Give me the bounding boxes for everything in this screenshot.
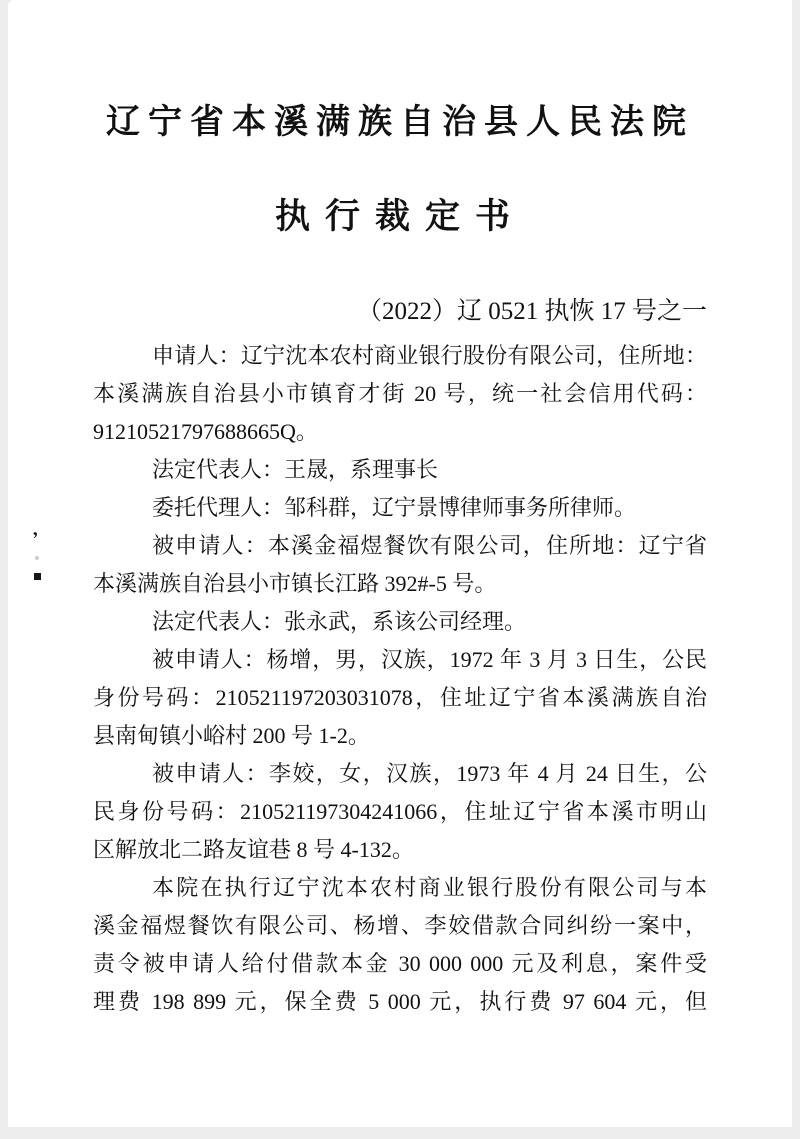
scan-artifact-comma-mark: ,	[29, 518, 39, 541]
document-line: 被申请人：李姣，女，汉族，1973 年 4 月 24 日生，公	[152, 761, 707, 786]
document-page	[8, 0, 792, 1127]
document-line: 责令被申请人给付借款本金 30 000 000 元及利息，案件受	[93, 951, 707, 976]
document-line: 本院在执行辽宁沈本农村商业银行股份有限公司与本	[152, 875, 707, 900]
paragraph-legal-representative-2	[93, 603, 707, 641]
document-line: 本溪满族自治县小市镇长江路 392#-5 号。	[93, 571, 497, 596]
document-body	[93, 337, 707, 1021]
document-line: 溪金福煜餐饮有限公司、杨增、李姣借款合同纠纷一案中，	[93, 913, 707, 938]
document-line: 委托代理人：邹科群，辽宁景博律师事务所律师。	[152, 495, 637, 520]
document-line: 法定代表人：王晟，系理事长	[152, 457, 439, 482]
document-line: 本溪满族自治县小市镇育才街 20 号，统一社会信用代码：	[93, 381, 707, 406]
paragraph-respondent-yangzeng	[93, 641, 707, 755]
document-line: 申请人：辽宁沈本农村商业银行股份有限公司，住所地：	[152, 343, 707, 368]
document-line: 被申请人：本溪金福煜餐饮有限公司，住所地：辽宁省	[152, 533, 707, 558]
document-line: 民身份号码：210521197304241066，住址辽宁省本溪市明山	[93, 799, 707, 824]
case-number: （2022）辽 0521 执恢 17 号之一	[357, 298, 708, 325]
document-line: 法定代表人：张永武，系该公司经理。	[152, 609, 527, 634]
document-line: 理费 198 899 元，保全费 5 000 元，执行费 97 604 元，但	[93, 989, 707, 1014]
document-line: 被申请人：杨增，男，汉族，1972 年 3 月 3 日生，公民	[152, 647, 707, 672]
paragraph-respondent-company	[93, 527, 707, 603]
paragraph-applicant	[93, 337, 707, 451]
document-title: 执行裁定书	[274, 197, 525, 236]
document-line: 91210521797688665Q。	[93, 419, 318, 444]
paragraph-legal-representative-1	[93, 451, 707, 489]
paragraph-respondent-lijiao	[93, 755, 707, 869]
scan-artifact-dot	[35, 556, 39, 560]
document-line: 区解放北二路友谊巷 8 号 4-132。	[93, 837, 414, 862]
paragraph-case-summary	[93, 869, 707, 1021]
document-line: 身份号码：210521197203031078，住址辽宁省本溪满族自治	[93, 685, 707, 710]
scan-artifact-square	[34, 573, 41, 580]
court-name-heading: 辽宁省本溪满族自治县人民法院	[106, 104, 694, 141]
paragraph-authorized-agent	[93, 489, 707, 527]
document-line: 县南甸镇小峪村 200 号 1-2。	[93, 723, 370, 748]
